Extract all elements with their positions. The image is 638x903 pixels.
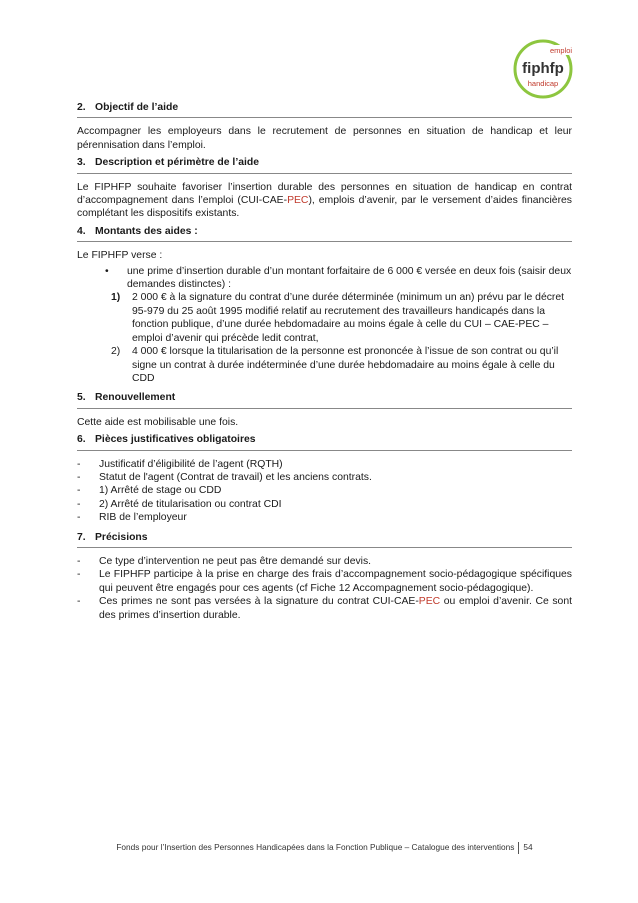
list-text: Le FIPHFP participe à la prise en charge des frais d’accompagnement socio-pédagogique spécifiques qui peuvent être engagés pour ces agents (cf Fiche 12 Accompagnement socio-pédagogique). bbox=[99, 569, 572, 594]
list-item bbox=[77, 595, 572, 622]
text-run: Le FIPHFP souhaite favoriser l’insertion durable des personnes en situation de handicap en contrat d’accompagnement dans l’emploi (CUI-CAE- bbox=[77, 181, 572, 207]
list-text: RIB de l’employeur bbox=[99, 512, 187, 524]
section-heading bbox=[77, 225, 572, 242]
footer-separator bbox=[518, 842, 519, 854]
dash-glyph: - bbox=[77, 555, 81, 567]
section-intro: Le FIPHFP verse : bbox=[77, 250, 163, 262]
bullet-item bbox=[77, 265, 572, 292]
section-title: Montants des aides : bbox=[95, 225, 198, 237]
section-title: Pièces justificatives obligatoires bbox=[95, 434, 256, 446]
list-text: 1) Arrêté de stage ou CDD bbox=[99, 485, 222, 497]
list-text: Justificatif d’éligibilité de l’agent (RQTH) bbox=[99, 458, 283, 470]
logo-bottom-text: handicap bbox=[527, 79, 559, 88]
section-heading bbox=[77, 391, 572, 408]
item-number: 1) bbox=[111, 292, 121, 304]
section-heading bbox=[77, 531, 572, 548]
footer-text: Fonds pour l’Insertion des Personnes Handicapées dans la Fonction Publique – Catalogue des interventions bbox=[116, 842, 515, 853]
section-number: 5. bbox=[77, 392, 86, 404]
dash-glyph: - bbox=[77, 458, 81, 470]
section-number: 4. bbox=[77, 225, 86, 237]
list-text: 2) Arrêté de titularisation ou contrat CDI bbox=[99, 498, 282, 510]
section-title: Objectif de l’aide bbox=[95, 102, 179, 113]
dash-glyph: - bbox=[77, 596, 81, 608]
section-heading bbox=[77, 156, 572, 173]
fiphfp-logo bbox=[512, 38, 574, 100]
text-run: ou emploi d’avenir. Ce sont des primes d’insertion durable. bbox=[99, 596, 572, 621]
dash-glyph: - bbox=[77, 498, 81, 510]
logo-main-text: fiphfp bbox=[522, 60, 564, 77]
list-item bbox=[77, 511, 572, 524]
section-number: 2. bbox=[77, 102, 86, 113]
dash-glyph: - bbox=[77, 512, 81, 524]
document-body bbox=[77, 101, 572, 622]
section-paragraph: Cette aide est mobilisable une fois. bbox=[77, 416, 239, 428]
section-number: 6. bbox=[77, 434, 86, 446]
section-heading bbox=[77, 433, 572, 450]
section-title: Précisions bbox=[95, 531, 148, 543]
dash-glyph: - bbox=[77, 485, 81, 497]
section-number: 3. bbox=[77, 157, 86, 169]
text-run: ), emplois d’avenir, par le versement d’aides financières complétant les dispositifs existants. bbox=[77, 195, 572, 220]
bullet-icon: • bbox=[105, 265, 109, 277]
highlighted-text: PEC bbox=[287, 195, 309, 207]
list-item bbox=[77, 568, 572, 595]
section-heading bbox=[77, 101, 572, 118]
list-text: Ce type d’intervention ne peut pas être demandé sur devis. bbox=[99, 555, 372, 567]
highlighted-text: PEC bbox=[418, 596, 441, 608]
item-number: 2) bbox=[111, 346, 121, 358]
logo-top-text: emploi bbox=[549, 46, 573, 55]
text-run: Ces primes ne sont pas versées à la signature du contrat CUI-CAE- bbox=[99, 596, 419, 608]
item-text: 2 000 € à la signature du contrat d’une durée déterminée (minimum un an) prévu par le décret 95-979 du 25 août 1995 modifié relatif au recrutement des travailleurs handicapés dans la fonction publique, d’une durée hebdomadaire au moins égale à celle du CUI – CAE-PEC – emploi d’avenir qui précède ledit contrat, bbox=[132, 292, 565, 344]
page-footer bbox=[77, 842, 572, 854]
dash-glyph: - bbox=[77, 569, 81, 581]
list-item bbox=[77, 484, 572, 497]
section-paragraph: Accompagner les employeurs dans le recrutement de personnes en situation de handicap et leur pérennisation dans l’emploi. bbox=[77, 126, 572, 151]
page-number: 54 bbox=[523, 842, 533, 853]
section-number: 7. bbox=[77, 531, 86, 543]
dash-glyph: - bbox=[77, 471, 81, 483]
list-item bbox=[77, 555, 572, 568]
bullet-text: une prime d’insertion durable d’un montant forfaitaire de 6 000 € versée en deux fois (saisir deux demandes distinctes) : bbox=[127, 265, 572, 291]
numbered-item bbox=[77, 345, 572, 385]
numbered-item bbox=[77, 291, 572, 345]
section-title: Description et périmètre de l’aide bbox=[95, 157, 259, 169]
item-text: 4 000 € lorsque la titularisation de la personne est prononcée à l’issue de son contrat ou qu’il signe un contrat à durée indéterminée d’une durée hebdomadaire au moins égale à celle du CDD bbox=[132, 346, 559, 384]
section-title: Renouvellement bbox=[95, 392, 176, 404]
list-item bbox=[77, 458, 572, 471]
list-item bbox=[77, 498, 572, 511]
list-text: Statut de l'agent (Contrat de travail) et les anciens contrats. bbox=[99, 471, 372, 483]
section-paragraph bbox=[77, 181, 572, 221]
list-item bbox=[77, 471, 572, 484]
